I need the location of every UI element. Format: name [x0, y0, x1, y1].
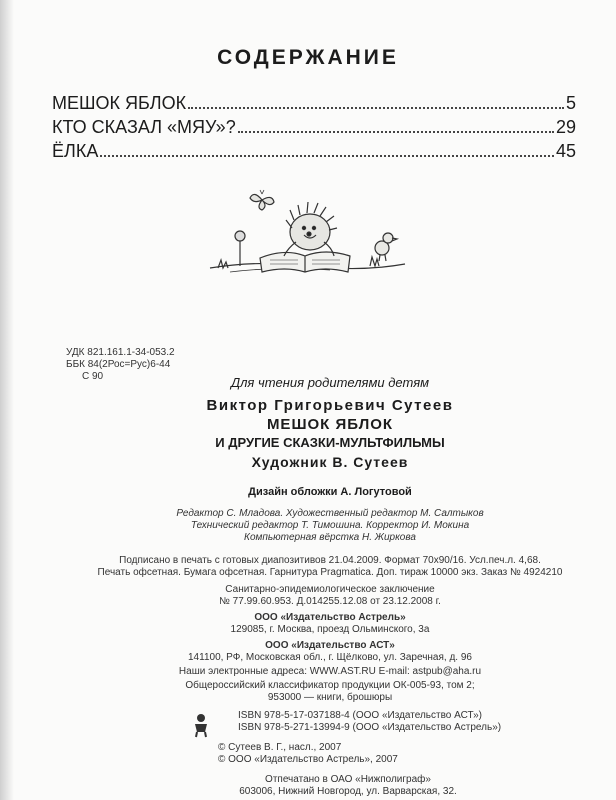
- hedgehog-reading-illustration: [200, 180, 410, 280]
- toc-item-3: [52, 140, 576, 162]
- toc-heading: СОДЕРЖАНИЕ: [217, 46, 399, 69]
- child-figure-icon: [190, 712, 212, 738]
- toc-item-title: ЁЛКА: [52, 141, 99, 161]
- printer-address: 603006, Нижний Новгород, ул. Варварская, 32.: [239, 786, 457, 797]
- copyright-author: © Сутеев В. Г., насл., 2007: [218, 742, 342, 753]
- printer-name: Отпечатано в ОАО «Нижполиграф»: [265, 774, 431, 785]
- isbn-astrel: ISBN 978-5-271-13994-9 (ООО «Издательство Астрель»): [238, 722, 502, 733]
- toc-leader-dots: [238, 131, 554, 133]
- toc-item-page: 29: [555, 117, 576, 137]
- cover-designer: Дизайн обложки А. Логутовой: [248, 486, 412, 498]
- editors-line: Редактор С. Младова. Художественный редактор М. Салтыков: [176, 508, 484, 519]
- product-classifier: Общероссийский классификатор продукции ОК-005-93, том 2;: [185, 680, 475, 691]
- book-author: Виктор Григорьевич Сутеев: [206, 397, 454, 414]
- product-classifier-code: 953000 — книги, брошюры: [267, 692, 393, 703]
- toc-item-title: КТО СКАЗАЛ «МЯУ»?: [52, 117, 236, 137]
- bbk-code: ББК 84(2Рос=Рус)6-44: [66, 359, 171, 370]
- sanitary-number: № 77.99.60.953. Д.014255.12.08 от 23.12.2008 г.: [219, 596, 441, 607]
- print-details-line: Печать офсетная. Бумага офсетная. Гарнитура Pragmatica. Доп. тираж 10000 экз. Заказ № 4924210: [97, 567, 563, 578]
- publisher-astrel-name: ООО «Издательство Астрель»: [254, 612, 406, 623]
- udk-code: УДК 821.161.1-34-053.2: [66, 347, 175, 358]
- book-title: МЕШОК ЯБЛОК: [266, 416, 394, 433]
- publisher-ast-address: 141100, РФ, Московская обл., г. Щёлково, ул. Заречная, д. 96: [188, 652, 472, 663]
- toc-item-1: [52, 92, 576, 114]
- page-edge-shadow: [0, 0, 14, 800]
- tech-editor-line: Технический редактор Т. Тимошина. Корректор И. Мокина: [190, 520, 470, 531]
- toc-item-page: 5: [565, 93, 576, 113]
- book-artist: Художник В. Сутеев: [251, 454, 409, 470]
- sanitary-conclusion: Санитарно-эпидемиологическое заключение: [225, 584, 435, 595]
- toc-item-2: [52, 116, 576, 138]
- toc-item-title: МЕШОК ЯБЛОК: [52, 93, 187, 113]
- copyright-publisher: © ООО «Издательство Астрель», 2007: [218, 754, 398, 765]
- publisher-web-email: Наши электронные адреса: WWW.AST.RU E-mail: astpub@aha.ru: [178, 666, 482, 677]
- layout-line: Компьютерная вёрстка Н. Жиркова: [244, 532, 416, 543]
- isbn-ast: ISBN 978-5-17-037188-4 (ООО «Издательство АСТ»): [238, 710, 483, 721]
- toc-leader-dots: [188, 107, 564, 109]
- toc-leader-dots: [100, 155, 554, 157]
- publisher-ast-name: ООО «Издательство АСТ»: [265, 640, 395, 651]
- toc-item-page: 45: [555, 141, 576, 161]
- print-signed-line: Подписано в печать с готовых диапозитивов 21.04.2009. Формат 70х90/16. Усл.печ.л. 4,68.: [119, 555, 541, 566]
- publisher-astrel-address: 129085, г. Москва, проезд Ольминского, 3а: [230, 624, 430, 635]
- book-subtitle: И ДРУГИЕ СКАЗКИ-МУЛЬТФИЛЬМЫ: [215, 435, 445, 450]
- author-code: С 90: [82, 371, 104, 382]
- audience-note: Для чтения родителями детям: [230, 375, 430, 390]
